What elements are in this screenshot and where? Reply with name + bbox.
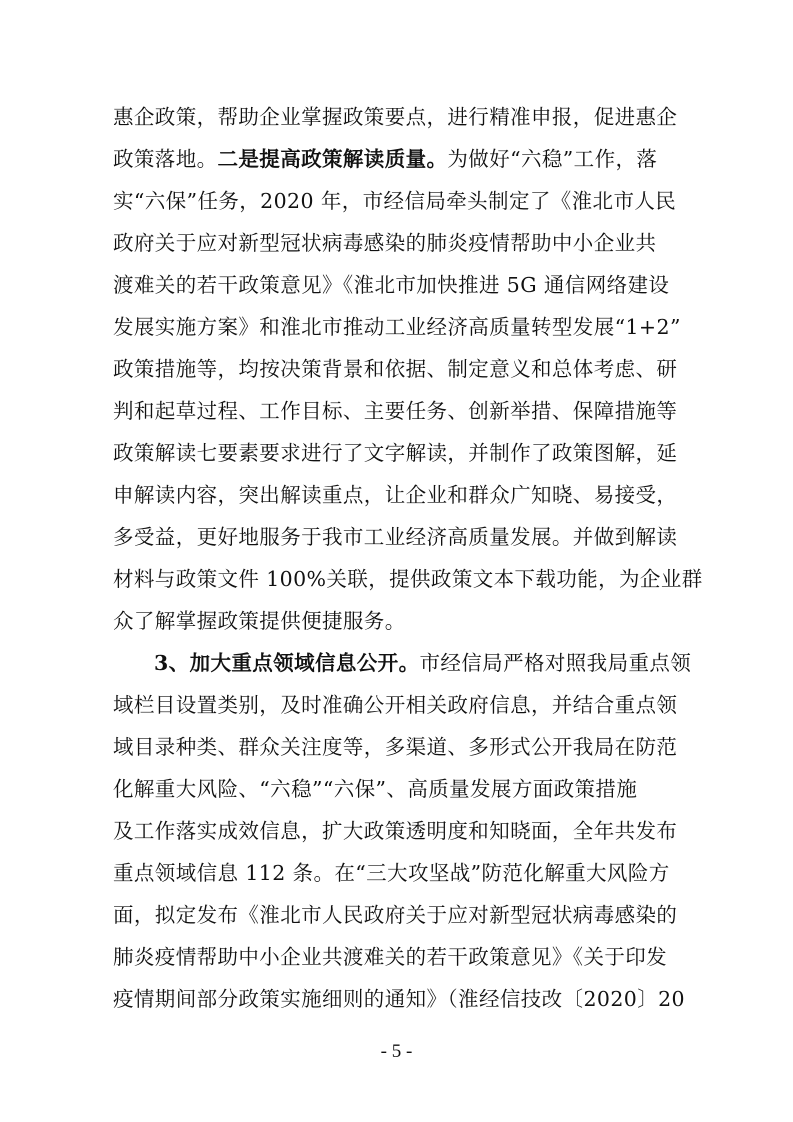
- body-text-line: 众了解掌握政策提供便捷服务。: [113, 609, 406, 633]
- section-heading: 3、加大重点领域信息公开。: [154, 651, 420, 675]
- body-text-line: [154, 642, 698, 684]
- body-text-line: 材料与政策文件 100%关联，提供政策文本下载功能，为企业群: [113, 567, 703, 591]
- body-text-line: 多受益，更好地服务于我市工业经济高质量发展。并做到解读: [113, 525, 678, 549]
- body-text-line: 重点领域信息 112 条。在“三大攻坚战”防范化解重大风险方: [113, 861, 670, 885]
- body-text-line: 惠企政策，帮助企业掌握政策要点，进行精准申报，促进惠企: [113, 105, 678, 129]
- body-text-line: 政策解读七要素要求进行了文字解读，并制作了政策图解，延: [113, 441, 678, 465]
- page-number: - 5 -: [380, 1041, 413, 1062]
- body-text-line: 政府关于应对新型冠状病毒感染的肺炎疫情帮助中小企业共: [113, 231, 657, 255]
- body-text-line: [113, 138, 698, 180]
- body-text-line: 实“六保”任务，2020 年，市经信局牵头制定了《淮北市人民: [113, 189, 677, 213]
- body-text-line: 申解读内容，突出解读重点，让企业和群众广知晓、易接受，: [113, 483, 678, 507]
- body-text-line: 疫情期间部分政策实施细则的通知》（淮经信技改〔2020〕20: [113, 987, 686, 1011]
- body-text-line: 渡难关的若干政策意见》《淮北市加快推进 5G 通信网络建设: [113, 273, 670, 297]
- body-text-line: 判和起草过程、工作目标、主要任务、创新举措、保障措施等: [113, 399, 678, 423]
- body-text-line: 政策措施等，均按决策背景和依据、制定意义和总体考虑、研: [113, 357, 678, 381]
- body-text: 政策落地。: [113, 147, 218, 171]
- body-text-line: 及工作落实成效信息，扩大政策透明度和知晓面，全年共发布: [113, 819, 678, 843]
- body-text-line: 化解重大风险、“六稳”“六保”、高质量发展方面政策措施: [113, 777, 638, 801]
- body-text: 市经信局严格对照我局重点领: [419, 651, 692, 675]
- body-text-line: 面，拟定发布《淮北市人民政府关于应对新型冠状病毒感染的: [113, 903, 678, 927]
- body-text-line: 发展实施方案》和淮北市推动工业经济高质量转型发展“1+2”: [113, 315, 681, 339]
- body-text-line: 域栏目设置类别，及时准确公开相关政府信息，并结合重点领: [113, 693, 678, 717]
- body-text-line: 肺炎疫情帮助中小企业共渡难关的若干政策意见》《关于印发: [113, 945, 668, 969]
- section-subheading: 二是提高政策解读质量。: [217, 147, 448, 171]
- body-text: 为做好“六稳”工作，落: [447, 147, 658, 171]
- body-text-line: 域目录种类、群众关注度等，多渠道、多形式公开我局在防范: [113, 735, 678, 759]
